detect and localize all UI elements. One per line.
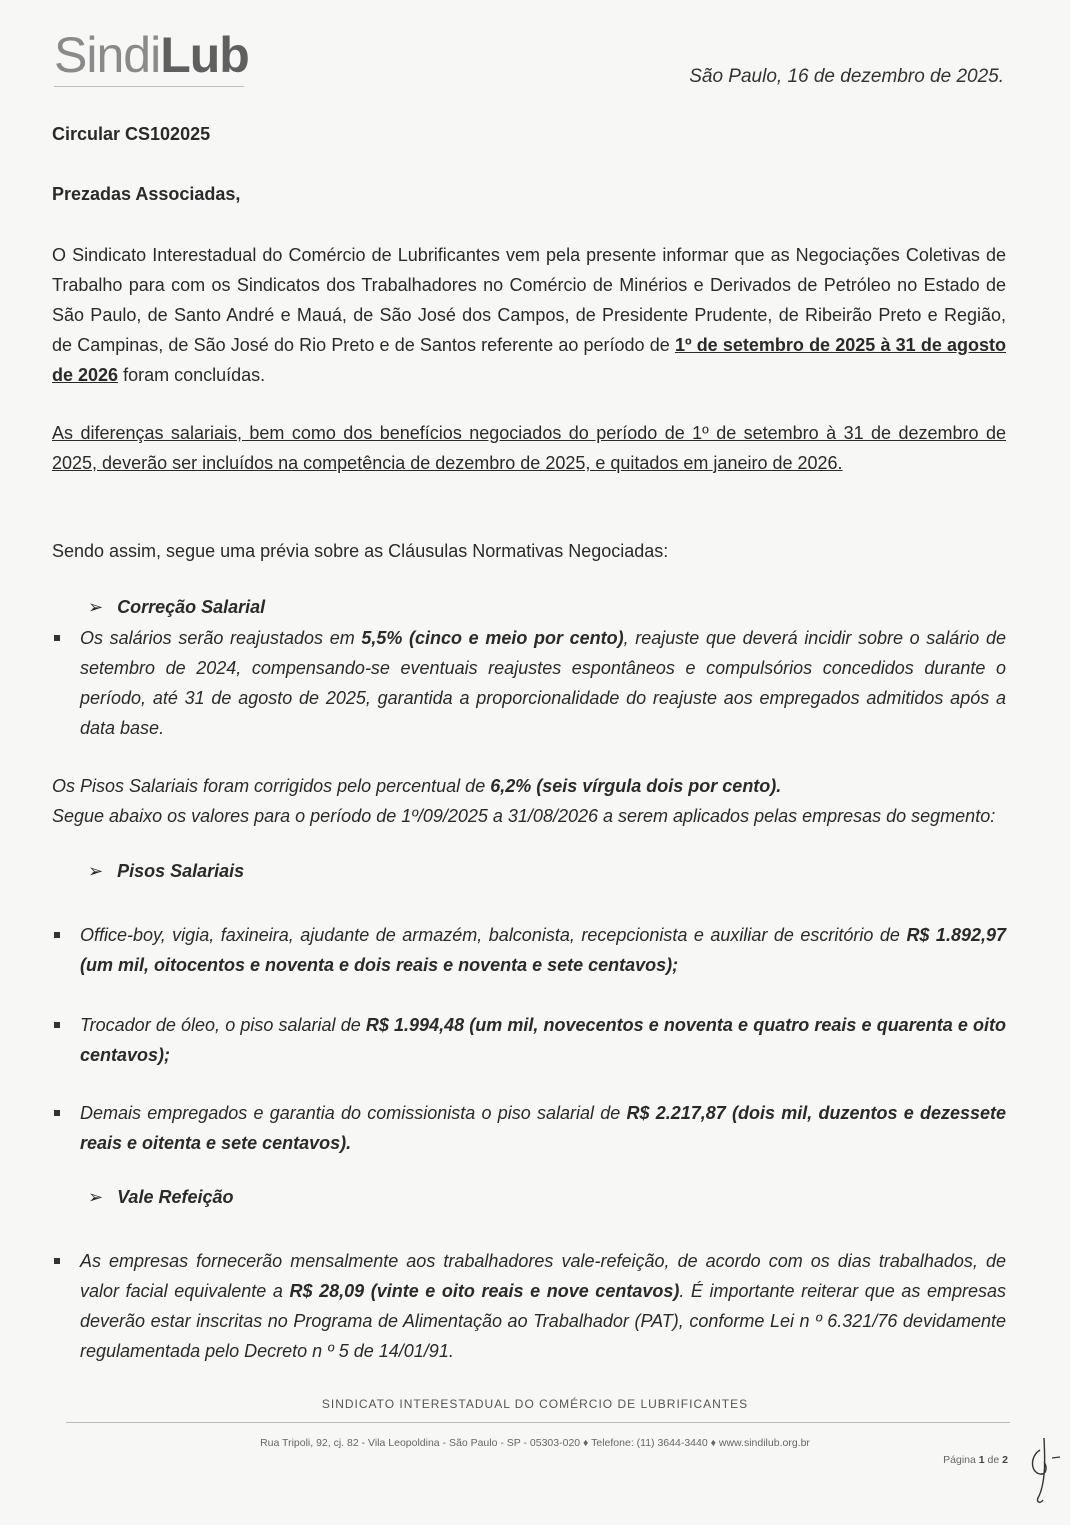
pisos-intro: Os Pisos Salariais foram corrigidos pelo percentual de 6,2% (seis vírgula dois por cento). Segue abaixo os valores para o período de 1º/09/2025 a 31/08/2026 a serem aplicados pelas empresas do segmento: [52, 776, 996, 826]
footer-organization: SINDICATO INTERESTADUAL DO COMÉRCIO DE LUBRIFICANTES [321, 1397, 749, 1411]
footer-address: Rua Tripoli, 92, cj. 82 - Vila Leopoldina - São Paulo - SP - 05303-020 ♦ Telefone: (11) 3644-3440 ♦ www.sindilub.org.br [260, 1437, 810, 1449]
bullet-piso-3: Demais empregados e garantia do comissionista o piso salarial de R$ 2.217,87 (dois mil, duzentos e dezessete reais e oitenta e sete centavos). [80, 1098, 1006, 1158]
letter-date: São Paulo, 16 de dezembro de 2025. [689, 66, 1004, 87]
bullet-icon [54, 1110, 60, 1116]
bullet-correcao: Os salários serão reajustados em 5,5% (cinco e meio por cento), reajuste que deverá incidir sobre o salário de setembro de 2024, compensando-se eventuais reajustes espontâneos e compulsórios concedidos durante o período, até 31 de agosto de 2025, garantida a proporcionalidade do reajuste aos empregados admitidos após a data base. [80, 623, 1006, 743]
sindilub-logo: SindiLub [54, 27, 249, 83]
greeting: Prezadas Associadas, [52, 184, 241, 204]
bullet-icon [54, 1022, 60, 1028]
page-number: Página 1 de 2 [943, 1454, 1008, 1466]
arrow-icon: ➢ [88, 861, 104, 881]
arrow-icon: ➢ [88, 1187, 104, 1207]
differences-paragraph: As diferenças salariais, bem como dos benefícios negociados do período de 1º de setembro à 31 de dezembro de 2025, deverão ser incluídos na competência de dezembro de 2025, e quitados em janeiro de 2026. [52, 423, 1006, 473]
bullet-icon [54, 635, 60, 641]
intro-paragraph: O Sindicato Interestadual do Comércio de Lubrificantes vem pela presente informar que as Negociações Coletivas de Trabalho para com os Sindicatos dos Trabalhadores no Comércio de Minérios e Derivados de Petróleo no Estado de São Paulo, de Santo André e Mauá, de São José dos Campos, de Presidente Prudente, de Ribeirão Preto e Região, de Campinas, de São José do Rio Preto e de Santos referente ao período de 1º de setembro de 2025 à 31 de agosto de 2026 foram concluídas. [52, 245, 1006, 385]
bullet-piso-1: Office-boy, vigia, faxineira, ajudante de armazém, balconista, recepcionista e auxiliar de escritório de R$ 1.892,97 (um mil, oitocentos e noventa e dois reais e noventa e sete centavos); [80, 920, 1006, 980]
bullet-icon [54, 932, 60, 938]
section-heading-correcao: ➢ Correção Salarial [88, 597, 266, 617]
section-heading-pisos: ➢ Pisos Salariais [88, 861, 245, 881]
signature-initials-icon [1026, 1428, 1066, 1508]
preview-paragraph: Sendo assim, segue uma prévia sobre as Cláusulas Normativas Negociadas: [52, 541, 669, 561]
period-highlight: 1º de setembro de 2025 à 31 de agosto de 2026 [52, 335, 1006, 385]
bullet-piso-2: Trocador de óleo, o piso salarial de R$ 1.994,48 (um mil, novecentos e noventa e quatro reais e quarenta e oito centavos); [80, 1010, 1006, 1070]
bullet-vale: As empresas fornecerão mensalmente aos trabalhadores vale-refeição, de acordo com os dias trabalhados, de valor facial equivalente a R$ 28,09 (vinte e oito reais e nove centavos). É importante reiterar que as empresas deverão estar inscritas no Programa de Alimentação ao Trabalhador (PAT), conforme Lei n º 6.321/76 devidamente regulamentada pelo Decreto n º 5 de 14/01/91. [80, 1246, 1006, 1366]
circular-number: Circular CS102025 [52, 124, 211, 144]
section-heading-vale: ➢ Vale Refeição [88, 1187, 234, 1207]
footer-divider [66, 1422, 1010, 1423]
arrow-icon: ➢ [88, 597, 104, 617]
logo-underline [54, 86, 244, 87]
bullet-icon [54, 1258, 60, 1264]
